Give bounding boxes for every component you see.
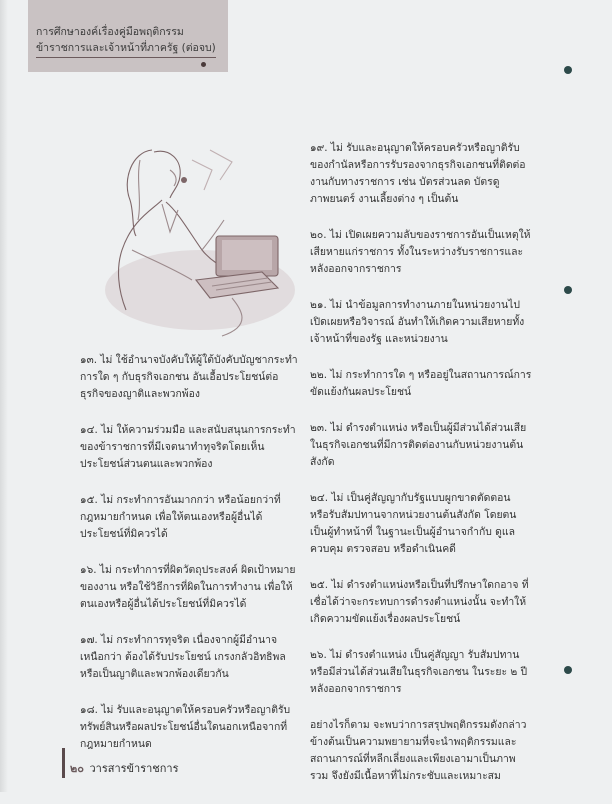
list-item: ๑๙. ไม่ รับและอนุญาตให้ครอบครัวหรือญาติรับ ของกำนัลหรือการรับรองจากธุรกิจเอกชนที่ติดต่องานกับทางราชการ เช่น บัตรส่วนลด บัตรดูภาพยนตร์ งานเลี้ยงต่าง ๆ เป็นต้น xyxy=(310,142,526,205)
section-title-line-1: การศึกษาองค์เรื่องคู่มือพฤติกรรม xyxy=(36,26,184,38)
list-item: ๑๗. ไม่ กระทำการทุจริต เนื่องจากผู้มีอำนาจเหนือกว่า ต้องได้รับประโยชน์ เกรงกลัวอิทธิพล หรือเป็นญาติและพวกพ้องเดียวกัน xyxy=(80,634,286,680)
closing-paragraph: อย่างไรก็ตาม จะพบว่าการสรุปพฤติกรรมดังกล่าวข้างต้นเป็นความพยายามที่จะนำพฤติกรรมและสถานการณ์ที่หลีกเลี่ยงและเพียงเอามาเป็นภาพรวม จึงยังมีเนื้อหาที่ไม่กระชับและเหมาะสม xyxy=(310,719,527,782)
list-item: ๑๓. ไม่ ใช้อำนาจบังคับให้ผู้ใต้บังคับบัญชากระทำการใด ๆ กับธุรกิจเอกชน อันเอื้อประโยชน์ต่อธุรกิจของญาติและพวกพ้อง xyxy=(80,354,298,400)
list-item: ๑๘. ไม่ รับและอนุญาตให้ครอบครัวหรือญาติรับทรัพย์สินหรือผลประโยชน์อื่นใดนอกเหนือจากที่กฎหมายกำหนด xyxy=(80,704,291,750)
right-text-column xyxy=(310,140,532,804)
margin-dot xyxy=(564,66,572,74)
section-title-line-2: ข้าราชการและเจ้าหน้าที่ภาครัฐ (ต่อจบ) xyxy=(36,40,216,58)
list-item: ๒๓. ไม่ ดำรงตำแหน่ง หรือเป็นผู้มีส่วนได้ส่วนเสีย ในธุรกิจเอกชนที่มีการติดต่องานกับหน่วยงานต้นสังกัด xyxy=(310,422,527,468)
section-header xyxy=(36,24,236,58)
list-item: ๒๐. ไม่ เปิดเผยความลับของราชการอันเป็นเหตุให้เสียหายแก่ราชการ ทั้งในระหว่างรับราชการและหลังออกจากราชการ xyxy=(310,229,531,275)
page-number: ๒๐ xyxy=(70,762,84,775)
margin-dot xyxy=(564,666,572,674)
header-bullet xyxy=(201,62,206,67)
list-item: ๒๑. ไม่ นำข้อมูลการทำงานภายในหน่วยงานไปเปิดเผยหรือวิจารณ์ อันทำให้เกิดความเสียหายทั้งเจ้าหน้าที่ของรัฐ และหน่วยงาน xyxy=(310,299,525,345)
footer-accent-bar xyxy=(62,748,65,778)
list-item: ๒๖. ไม่ ดำรงตำแหน่ง เป็นคู่สัญญา รับสัมปทาน หรือมีส่วนได้ส่วนเสียในธุรกิจเอกชน ในระยะ ๒ ปี หลังออกจากราชการ xyxy=(310,649,528,695)
list-item: ๑๔. ไม่ ให้ความร่วมมือ และสนับสนุนการกระทำของข้าราชการที่มีเจตนาทำทุจริตโดยเห็นประโยชน์ส่วนตนและพวกพ้อง xyxy=(80,424,296,470)
journal-name: วารสารข้าราชการ xyxy=(89,762,179,775)
list-item: ๒๔. ไม่ เป็นคู่สัญญากับรัฐแบบผูกขาดตัดตอน หรือรับสัมปทานจากหน่วยงานต้นสังกัด โดยตนเป็นผู้ทำหน้าที่ ในฐานะเป็นผู้อำนาจกำกับ ดูแล ควบคุม ตรวจสอบ หรือดำเนินคดี xyxy=(310,492,517,555)
margin-dot xyxy=(564,286,572,294)
page-edge xyxy=(0,0,8,792)
office-worker-illustration xyxy=(92,140,302,340)
page-footer xyxy=(70,759,179,777)
left-text-column xyxy=(80,352,300,772)
list-item: ๒๒. ไม่ กระทำการใด ๆ หรืออยู่ในสถานการณ์การขัดแย้งกันผลประโยชน์ xyxy=(310,369,532,398)
list-item: ๑๖. ไม่ กระทำการที่ผิดวัตถุประสงค์ ผิดเป้าหมายของงาน หรือใช้วิธีการที่ผิดในการทำงาน เพื่อให้ตนเองหรือผู้อื่นได้ประโยชน์ที่มิควรได้ xyxy=(80,564,296,610)
list-item: ๒๕. ไม่ ดำรงตำแหน่งหรือเป็นที่ปรึกษาใดกอาจ ที่เชื่อได้ว่าจะกระทบการดำรงตำแหน่งนั้น จะทำให้เกิดความขัดแย้งเรื่องผลประโยชน์ xyxy=(310,579,529,625)
list-item: ๑๕. ไม่ กระทำการอันมากกว่า หรือน้อยกว่าที่กฎหมายกำหนด เพื่อให้ตนเองหรือผู้อื่นได้ประโยชน์ที่มิควรได้ xyxy=(80,494,281,540)
